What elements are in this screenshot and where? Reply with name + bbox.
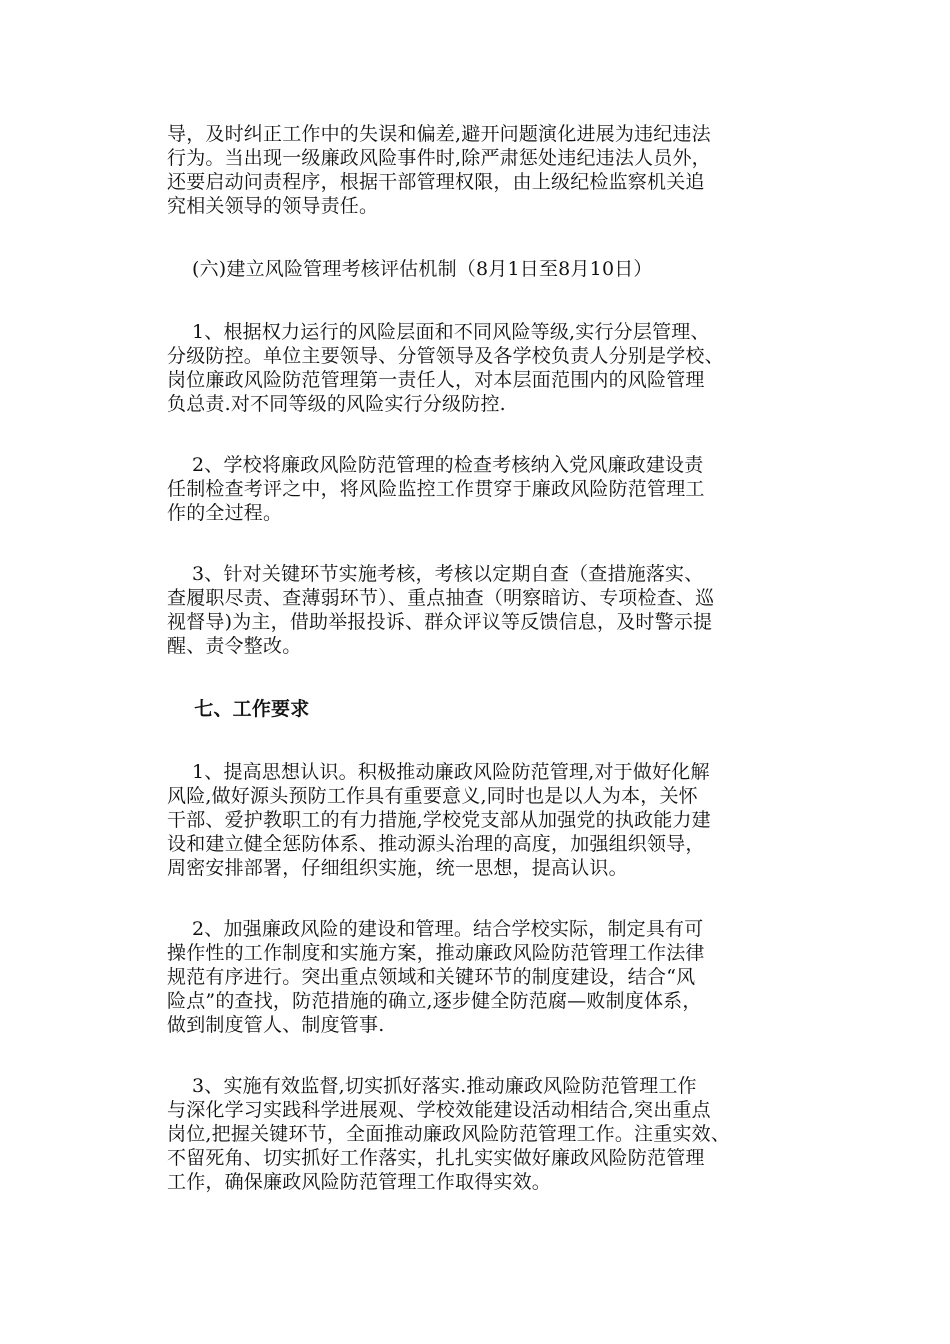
text-line: 周密安排部署，仔细组织实施，统一思想，提高认识。 [167, 857, 628, 879]
paragraph-s6-item-3 [167, 562, 787, 658]
text-line: 设和建立健全惩防体系、推动源头治理的高度，加强组织领导， [167, 833, 705, 855]
text-line: 3、实施有效监督,切实抓好落实.推动廉政风险防范管理工作 [167, 1075, 697, 1097]
text-line: 岗位廉政风险防范管理第一责任人，对本层面范围内的风险管理 [167, 369, 705, 391]
text-line: 2、学校将廉政风险防范管理的检查考核纳入党风廉政建设责 [167, 454, 704, 476]
text-line: (六)建立风险管理考核评估机制（8月1日至8月10日） [167, 258, 653, 280]
text-line: 做到制度管人、制度管事. [167, 1014, 385, 1036]
text-line: 工作，确保廉政风险防范管理工作取得实效。 [167, 1171, 552, 1193]
text-line: 与深化学习实践科学进展观、学校效能建设活动相结合,突出重点 [167, 1099, 711, 1121]
text-line: 岗位,把握关键环节，全面推动廉政风险防范管理工作。注重实效、 [167, 1123, 731, 1145]
text-line: 醒、责令整改。 [167, 635, 302, 657]
text-line: 规范有序进行。突出重点领域和关键环节的制度建设，结合“风 [167, 966, 696, 988]
text-line: 负总责.对不同等级的风险实行分级防控. [167, 393, 506, 415]
text-line: 2、加强廉政风险的建设和管理。结合学校实际，制定具有可 [167, 918, 704, 940]
text-line: 险点”的查找，防范措施的确立,逐步健全防范腐—败制度体系， [167, 990, 702, 1012]
text-line: 1、根据权力运行的风险层面和不同风险等级,实行分层管理、 [167, 321, 710, 343]
paragraph-continuation [167, 122, 787, 218]
section-heading: 七、工作要求 [167, 698, 310, 720]
text-line: 任制检查考评之中，将风险监控工作贯穿于廉政风险防范管理工 [167, 478, 705, 500]
text-line: 1、提高思想认识。积极推动廉政风险防范管理,对于做好化解 [167, 761, 710, 783]
text-line: 行为。当出现一级廉政风险事件时,除严肃惩处违纪违法人员外， [167, 147, 711, 169]
text-line: 干部、爱护教职工的有力措施,学校党支部从加强党的执政能力建 [167, 809, 711, 831]
text-line: 操作性的工作制度和实施方案，推动廉政风险防范管理工作法律 [167, 942, 705, 964]
paragraph-s6-item-1 [167, 320, 787, 416]
section-6-title [167, 257, 787, 281]
text-line: 导，及时纠正工作中的失误和偏差,避开问题演化进展为违纪违法 [167, 123, 711, 145]
paragraph-s7-item-2 [167, 917, 787, 1037]
text-line: 风险,做好源头预防工作具有重要意义,同时也是以人为本，关怀 [167, 785, 698, 807]
text-line: 视督导)为主，借助举报投诉、群众评议等反馈信息，及时警示提 [167, 611, 713, 633]
text-line: 作的全过程。 [167, 502, 283, 524]
text-line: 3、针对关键环节实施考核，考核以定期自查（查措施落实、 [167, 563, 704, 585]
text-line: 分级防控。单位主要领导、分管领导及各学校负责人分别是学校、 [167, 345, 724, 367]
paragraph-s7-item-3 [167, 1074, 787, 1194]
text-line: 究相关领导的领导责任。 [167, 195, 379, 217]
section-7-heading [167, 697, 787, 721]
paragraph-s6-item-2 [167, 453, 787, 525]
text-line: 不留死角、切实抓好工作落实，扎扎实实做好廉政风险防范管理 [167, 1147, 705, 1169]
text-line: 查履职尽责、查薄弱环节）、重点抽查（明察暗访、专项检查、巡 [167, 587, 715, 609]
document-page [167, 122, 787, 1194]
paragraph-s7-item-1 [167, 760, 787, 880]
text-line: 还要启动问责程序，根据干部管理权限，由上级纪检监察机关追 [167, 171, 705, 193]
